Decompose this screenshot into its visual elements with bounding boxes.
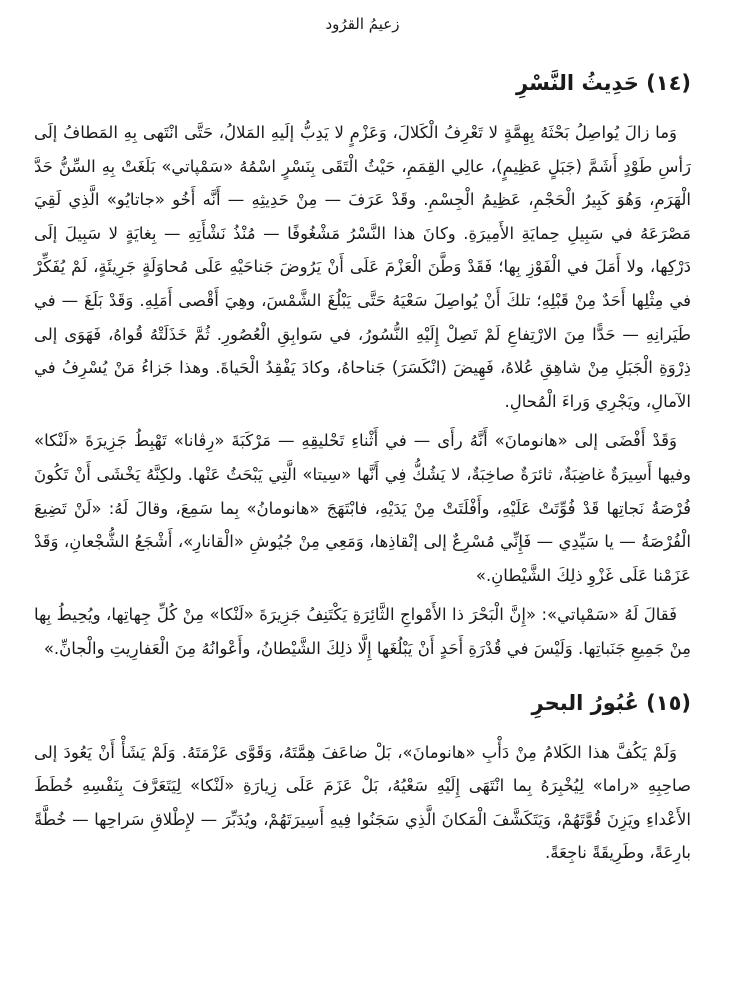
paragraph: وَلَمْ يَكُفَّ هذا الكَلامُ مِنْ دَأْبِ «هانومانَ»، بَلْ ضاعَفَ هِمَّتَهُ، وَقَوَّى عَزْمَتَهُ. وَلَمْ يَشَأْ أَنْ يَعُودَ إلى صاحِبِهِ «راما» لِيُخْبِرَهُ بِما انْتَهَى إِلَيْهِ سَعْيُهُ، بَلْ عَزَمَ عَلَى زِيارَةِ «لَنْكا» لِيَتَعَرَّفَ بِنَفْسِهِ خُطَطَ الأَعْداءِ ويَزِنَ قُوَّتَهُمْ، وَيَتَكَشَّفَ الْمَكانَ الَّذِي سَجَنُوا فِيهِ أَسِيرَتَهُمْ، ويُدَبِّرَ — لإِطْلاقِ سَراحِها — خُطَّةً بارِعَةً، وطَرِيقَةً ناجِعَةً.	[34, 742, 691, 863]
chapter-title: (١٥) عُبُورُ البحرِ	[531, 690, 691, 715]
paragraph: وَقَدْ أَفْضَى إلى «هانومانَ» أَنَّهُ رأَى — في أَثْناءِ تَحْليقِهِ — مَرْكَبَةَ «رِڤانا» تَهْبِطُ جَزِيرَةَ «لَنْكا» وفيها أَسِيرَةٌ غاضِبَةٌ، ثائرَةٌ صاخِبَةٌ، لا يَشُكُّ فِي أَنَّها «سِيتا» الَّتِي يَبْحَثُ عَنْها. ولكِنَّهُ يَخْشَى أَنْ تَكُونَ فُرْصَةُ نَجاتِها قَدْ فُوِّتَتْ عَلَيْهِ، وأَفْلَتَتْ مِنْ يَدَيْهِ، فابْتَهَجَ «هانومانُ» بِما سَمِعَ، وقالَ لَهُ: «لَنْ تَضِيعَ الْفُرْصَةُ — يا سَيِّدِي — فَإِنِّي مُسْرِعٌ إلى إنْقاذِها، وَمَعِي مِنْ جُيُوشِ «الْقانارِ»، أَشْجَعُ الشُّجْعانِ، وَقَدْ عَزَمْنا عَلَى غَزْوِ ذلِكَ الشَّيْطانِ.»	[34, 431, 691, 585]
running-header: زعيمُ القرُود	[325, 15, 400, 33]
chapter-title: (١٤) حَدِيثُ النَّسْرِ	[516, 71, 691, 95]
paragraph: وَما زالَ يُواصِلُ بَحْثَهُ بِهِمَّةٍ لا تَعْرِفُ الْكَلالَ، وَعَزْمٍ لا يَدِبُّ إلَيهِ المَلالُ، حَتَّى انْتَهى بِهِ المَطافُ إلَى رَأسِ طَوْدٍ أَشَمَّ (جَبَلٍ عَظِيمٍ)، عالِي القِمَمِ، حَيْثُ الْتَقَى بِنَسْرٍ اسْمُهُ «سَمْپاتي» بَلَغَتْ بِهِ السِّنُّ حَدَّ الْهَرَمِ، وَهُوَ كَبِيرُ الْحَجْمِ، عَظِيمُ الْجِسْمِ. وقَدْ عَرَفَ — مِنْ حَدِيثِهِ — أَنَّه أَخُو «جاتايُو» الَّذِي لَقِيَ مَصْرَعَهُ في سَبِيلِ حِمايَةِ الأَمِيرَةِ. وكانَ هذا النَّسْرُ مَشْغُوفًا — مُنْذُ نَشْأَتِهِ — بِغايَةٍ لا سَبِيلَ إلَى دَرْكِها، ولا أَمَلَ في الْفَوْزِ بِها؛ فَقَدْ وَطَّنَ الْعَزْمَ عَلَى أَنْ يَرُوضَ جَناحَيْهِ عَلَى مُحاوَلَةٍ جَرِيئَةٍ، لَمْ يُفَكِّرْ في مِثْلِها أَحَدٌ مِنْ قَبْلِهِ؛ تلكَ أَنْ يُواصِلَ سَعْيَهُ حَتَّى يَبْلُغَ الشَّمْسَ، وهِيَ أَقْصى أَمَلِهِ. وَقَدْ بَلَغَ — في طَيَرانِهِ — حَدًّا مِنَ الارْتِفاعِ لَمْ تَصِلْ إِلَيْهِ النُّسُورُ، في سَوابِقِ الْعُصُورِ. ثُمَّ خَذَلَتْهُ قُواهُ، فَهَوَى إلى ذِرْوَةِ الْجَبَلِ مِنْ شاهِقِ عُلاهُ، فَهِيضَ (انْكَسَرَ) جَناحاهُ، وكادَ يَفْقِدُ الْحَياةَ. وهذا جَزاءُ مَنْ يُسْرِفُ في الآمالِ، ويَجْرِي وَراءَ الْمُحالِ.	[34, 123, 691, 411]
paragraph: فَقالَ لَهُ «سَمْپاتي»: «إِنَّ الْبَحْرَ ذا الأَمْواجِ الثَّائِرَةِ يَكْتَنِفُ جَزِيرَةَ «لَنْكا» مِنْ كُلِّ جِهاتِها، ويُحِيطُ بِها مِنْ جَمِيعِ جَنَباتِها. وَلَيْسَ في قُدْرَةِ أَحَدٍ أَنْ يَبْلُغَها إِلَّا ذلِكَ الشَّيْطانُ، وأَعْوانُهُ مِنَ الْعَفارِيتِ والْجانِّ.»	[34, 605, 691, 658]
